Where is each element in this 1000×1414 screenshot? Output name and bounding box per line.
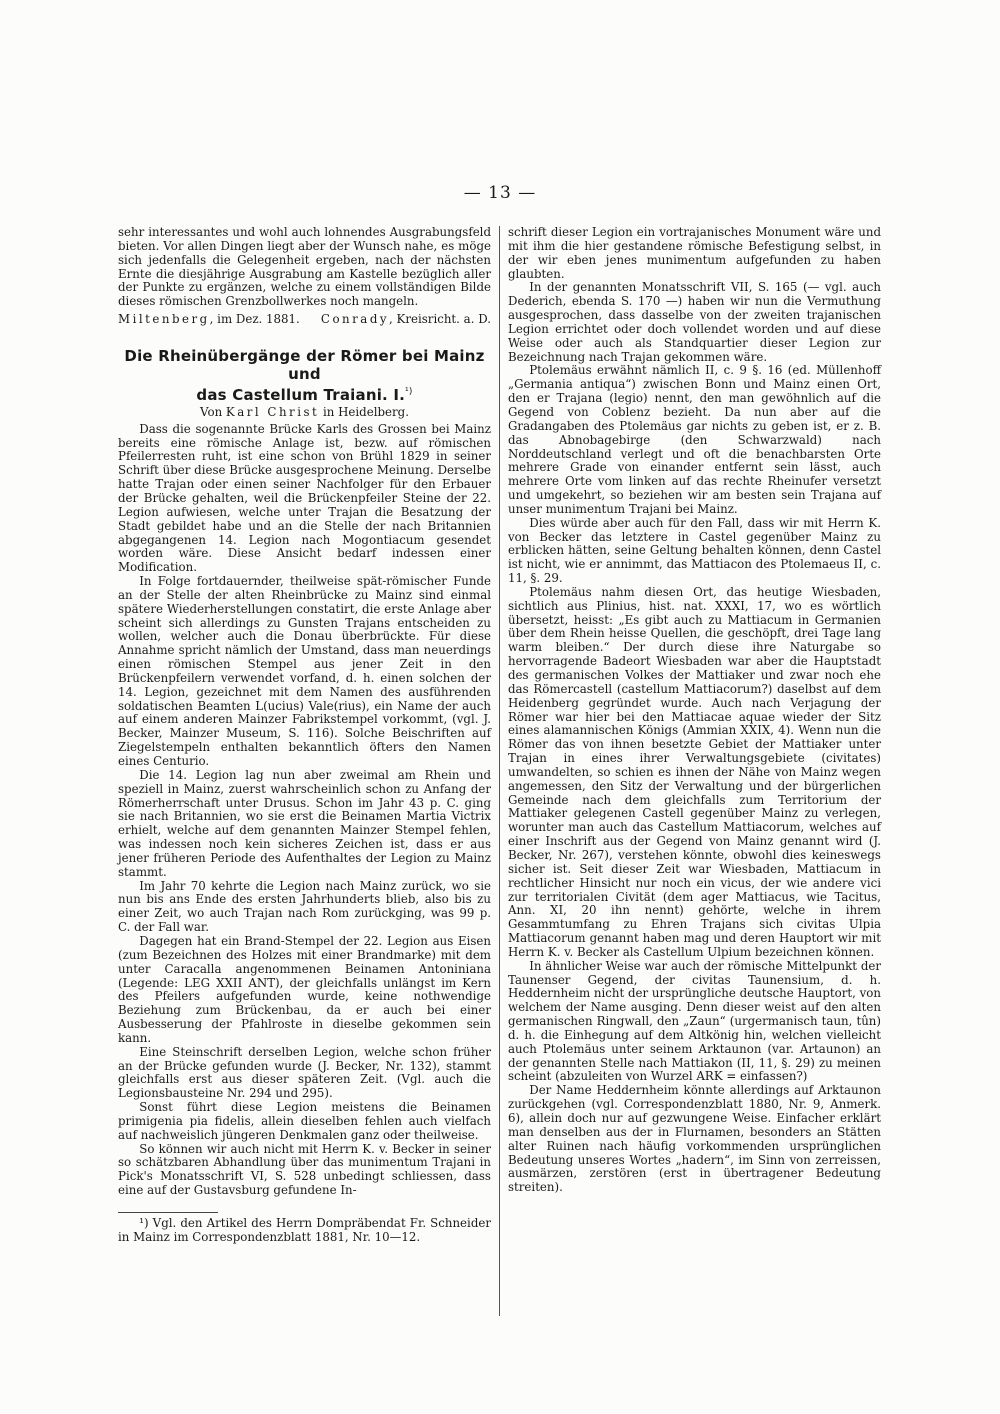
left-column xyxy=(118,226,491,1245)
signature-place-date xyxy=(118,313,300,327)
paragraph: Ptolemäus erwähnt nämlich II, c. 9 §. 16 (ed. Müllenhoff „Germania antiqua“) zwischen Bonn und Mainz einen Ort, den er Trajana (legio) nennt, den man gewöhnlich auf die Gegend von Coblenz bezieht. Da nun aber auf die Gradangaben des Ptolemäus gar nichts zu geben ist, er z. B. das Abnobagebirge (den Schwarzwald) nach Norddeutschland verlegt und oft die benachbarsten Orte mehrere Grade von einander entfernt sein lässt, auch mehrere Orte vom linken auf das rechte Rheinufer versetzt und umgekehrt, so beziehen wir am besten sein Trajana auf unser munimentum Trajani bei Mainz. xyxy=(508,363,881,516)
page-number: — 13 — xyxy=(463,183,537,203)
author-prefix: Von xyxy=(200,404,223,419)
paragraph: In ähnlicher Weise war auch der römische Mittelpunkt der Taunenser Gegend, der civitas Taunensium, d. h. Heddernheim nicht der ursprüngliche deutsche Hauptort, von welchem der Name ausging. Denn dieser weist auf den alten germanischen Ringwall, den „Zaun“ (urgermanisch taun, tûn) d. h. die Einhegung auf dem Altkönig hin, welchen vielleicht auch Ptolemäus unter seinem Arktaunon (var. Artaunon) an der genannten Stelle nach Mattiakon (II, 11, §. 29) zu meinen scheint (abzuleiten von Wurzel ARK = einfassen?) xyxy=(508,958,881,1084)
signature-place: Miltenberg xyxy=(118,312,210,327)
signature-title: , Kreisricht. a. D. xyxy=(389,312,491,327)
paragraph: Ptolemäus nahm diesen Ort, das heutige Wiesbaden, sichtlich aus Plinius, hist. nat. XXXI, 17, wo es wörtlich übersetzt, heisst: „Es gibt auch zu Mattiacum in Germanien über dem Rhein heisse Quellen, die geschöpft, drei Tage lang warm bleiben.“ Der durch diese ihre Naturgabe so hervorragende Badeort Wiesbaden war aber die Hauptstadt des germanischen Volkes der Mattiaker und zwar noch ehe das Römercastell (castellum Mattiacorum?) daselbst auf dem Heidenberg gegründet wurde. Auch nach Verjagung der Römer war hier bei den Mattiacae aquae wieder der Sitz eines alamannischen Königs (Ammian XXIX, 4). Wenn nun die Römer das von ihnen besetzte Gebiet der Mattiaker unter Trajan in eines ihrer Verwaltungsgebiete (civitates) umwandelten, so schien es ihnen der Nähe von Mainz wegen angemessen, den Sitz der Verwaltung und der bürgerlichen Gemeinde nach dem gleichfalls zum Territorium der Mattiaker gelegenen Castell gegenüber Mainz zu verlegen, worunter man auch das Castellum Mattiacorum, welches auf einer Inschrift aus der Gegend von Mainz genannt wird (J. Becker, Nr. 267), verstehen könnte, obwohl dies keineswegs sicher ist. Seit dieser Zeit war Wiesbaden, Mattiacum in rechtlicher Hinsicht nur noch ein vicus, der wie andere vici zur territorialen Civität (dem ager Mattiacus, wie Tacitus, Ann. XI, 20 ihn nennt) gehörte, welche in ihrem Gesammtumfang zu Ehren Trajans sich civitas Ulpia Mattiacorum genannt haben mag und deren Hauptort wir mit Herrn K. v. Becker als Castellum Ulpium bezeichnen können. xyxy=(508,584,881,959)
article-title-line2-wrap xyxy=(118,383,491,404)
author-suffix: in Heidelberg. xyxy=(323,404,409,419)
paragraph: So können wir auch nicht mit Herrn K. v. Becker in seiner so schätzbaren Abhandlung über das munimentum Trajani in Pick's Monatsschrift VI, S. 528 unbedingt schliessen, dass eine auf der Gustavsburg gefundene In- xyxy=(118,1141,491,1198)
paragraph: Dass die sogenannte Brücke Karls des Grossen bei Mainz bereits eine römische Anlage ist, bezw. auf römischen Pfeilerresten ruht, ist eine schon von Brühl 1829 in seiner Schrift über diese Brücke ausgesprochene Meinung. Derselbe hatte Trajan oder einen seiner Nachfolger für den Erbauer der Brücke gehalten, weil die Brückenpfeiler Steine der 22. Legion aufwiesen, welche unter Trajan die Besatzung der Stadt gebildet habe und an die Stelle der nach Britannien abgegangenen 14. Legion nach Mogontiacum gesendet worden wäre. Diese Ansicht bedarf indessen einer Modification. xyxy=(118,421,491,575)
author-line xyxy=(118,406,491,420)
signature-line xyxy=(118,313,491,327)
signature-name: Conrady xyxy=(320,312,390,327)
paragraph: Im Jahr 70 kehrte die Legion nach Mainz zurück, wo sie nun bis ans Ende des ersten Jahrhunderts blieb, also bis zu einer Zeit, wo auch Trajan nach Rom zurückging, was 99 p. C. der Fall war. xyxy=(118,878,491,935)
signature-date: , im Dez. 1881. xyxy=(209,312,300,327)
article-title-line2: das Castellum Traiani. I. xyxy=(196,385,406,404)
signature-author xyxy=(321,313,491,327)
paragraph: Die 14. Legion lag nun aber zweimal am Rhein und speziell in Mainz, zuerst wahrscheinlich schon zu Anfang der Römerherrschaft unter Drusus. Schon im Jahr 43 p. C. ging sie nach Britannien, wo sie erst die Beinamen Martia Victrix erhielt, welche auf dem genannten Mainzer Stempel fehlen, was indessen noch kein sicheres Zeichen ist, dass er aus jener früheren Periode des Aufenthaltes der Legion zu Mainz stammt. xyxy=(118,767,491,879)
paragraph: In Folge fortdauernder, theilweise spät-römischer Funde an der Stelle der alten Rheinbrücke zu Mainz sind einmal spätere Wiederherstellungen constatirt, die erste Anlage aber scheint sich allerdings zu Gunsten Trajans entscheiden zu wollen, welcher auch die Donau überbrückte. Für diese Annahme spricht nämlich der Umstand, dass man neuerdings einen römischen Stempel aus jener Zeit in den Brückenpfeilern verwendet vorfand, d. h. einen solchen der 14. Legion, gezeichnet mit dem Namen des ausführenden soldatischen Beamten L(ucius) Vale(rius), ein Name der auch auf einem anderen Mainzer Fabrikstempel vorkommt, (vgl. J. Becker, Mainzer Museum, S. 116). Solche Beischriften auf Ziegelstempeln enthalten bekanntlich öfters den Namen eines Centurio. xyxy=(118,574,491,768)
intro-paragraph: sehr interessantes und wohl auch lohnendes Ausgrabungsfeld bieten. Vor allen Dingen liegt aber der Wunsch nahe, es möge sich jedenfalls die Gelegenheit ergeben, nach der nächsten Ernte die diesjährige Ausgrabung am Kastelle bezüglich aller der Punkte zu ergänzen, welche zu einem vollständigen Bilde dieses römischen Grenzbollwerkes noch mangeln. xyxy=(118,225,491,309)
right-column xyxy=(508,226,881,1195)
footnote-divider xyxy=(118,1212,218,1213)
column-divider xyxy=(499,226,500,1316)
paragraph: Eine Steinschrift derselben Legion, welche schon früher an der Brücke gefunden wurde (J. Becker, Nr. 132), stammt gleichfalls erst aus dieser späteren Zeit. (Vgl. auch die Legionsbausteine Nr. 294 und 295). xyxy=(118,1044,491,1101)
footnote: ¹) Vgl. den Artikel des Herrn Dompräbendat Fr. Schneider in Mainz im Correspondenzblatt 1881, Nr. 10—12. xyxy=(118,1216,491,1244)
paragraph: Sonst führt diese Legion meistens die Beinamen primigenia pia fidelis, allein dieselben fehlen auch vielfach auf nachweislich jüngeren Denkmalen ganz oder theilweise. xyxy=(118,1100,491,1142)
paragraph: schrift dieser Legion ein vortrajanisches Monument wäre und mit ihm die hier gestandene römische Befestigung selbst, in der wir eben jenes munimentum aufgefunden zu haben glaubten. xyxy=(508,225,881,281)
paragraph: Dagegen hat ein Brand-Stempel der 22. Legion aus Eisen (zum Bezeichnen des Holzes mit einer Brandmarke) mit dem unter Caracalla angenommenen Beinamen Antoniniana (Legende: LEG XXII ANT), der gleichfalls unlängst im Kern des Pfeilers aufgefunden wurde, keine nothwendige Beziehung zum Brückenbau, da er auch bei einer Ausbesserung der Pfahlroste in dieselbe gekommen sein kann. xyxy=(118,933,491,1045)
article-title-line1: Die Rheinübergänge der Römer bei Mainz und xyxy=(124,346,485,383)
article-title xyxy=(118,347,491,404)
paragraph: In der genannten Monatsschrift VII, S. 165 (— vgl. auch Dederich, ebenda S. 170 —) haben wir nun die Vermuthung ausgesprochen, dass dasselbe von der zweiten trajanischen Legion errichtet oder doch vollendet worden und auf diese Weise oder auch als Standquartier dieser Legion zur Bezeichnung nach Trajan gekommen wäre. xyxy=(508,280,881,364)
title-footnote-marker: ¹) xyxy=(405,386,413,397)
author-name: Karl Christ xyxy=(225,404,320,419)
paragraph: Der Name Heddernheim könnte allerdings auf Arktaunon zurückgehen (vgl. Correspondenzblatt 1880, Nr. 9, Anmerk. 6), allein doch nur auf gezwungene Weise. Einfacher erklärt man denselben aus der in Flurnamen, besonders an Stätten alter Ruinen nach häufig vorkommenden ursprünglichen Bedeutung unseres Wortes „hadern“, im Sinn von zerreissen, ausmärzen, zerstören (erst in übertragener Bedeutung streiten). xyxy=(508,1083,881,1195)
paragraph: Dies würde aber auch für den Fall, dass wir mit Herrn K. von Becker das letztere in Castel gegenüber Mainz zu erblicken hätten, seine Geltung behalten können, denn Castel ist nicht, wie er annimmt, das Mattiacon des Ptolemaeus II, c. 11, §. 29. xyxy=(508,515,881,586)
